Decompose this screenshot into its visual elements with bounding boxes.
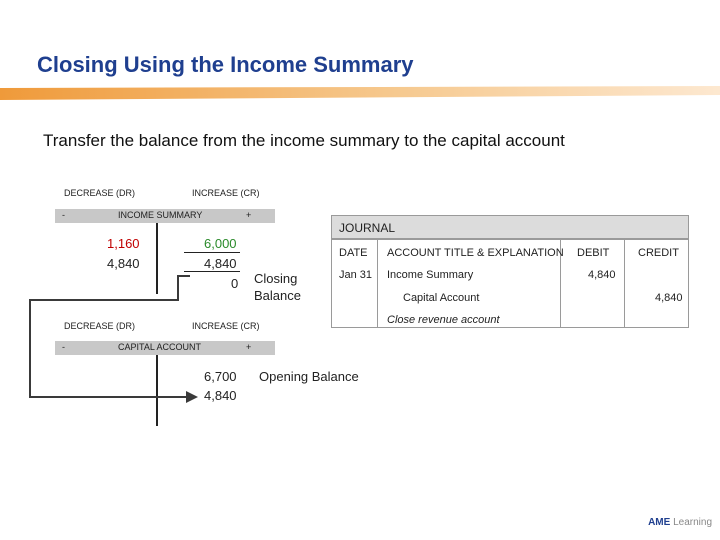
income-summary-balance: 0 (231, 276, 239, 291)
page-title: Closing Using the Income Summary (37, 52, 414, 77)
income-summary-debit-2: 4,840 (107, 256, 140, 271)
closing-balance-note-line2: Balance (254, 288, 301, 303)
journal-entry-date: Jan 31 (339, 269, 373, 281)
journal-debit-account: Income Summary (387, 269, 474, 281)
journal-title: JOURNAL (339, 221, 396, 235)
capital-plus: + (246, 342, 252, 352)
income-summary-credit-1: 6,000 (204, 236, 237, 251)
capital-credit-1: 6,700 (204, 369, 237, 384)
journal-header-account: ACCOUNT TITLE & EXPLANATION (387, 247, 564, 259)
journal-header-date: DATE (339, 247, 368, 259)
journal-col-divider (624, 240, 625, 327)
capital-name: CAPITAL ACCOUNT (118, 342, 202, 352)
capital-minus: - (62, 342, 65, 352)
income-summary-credit-2: 4,840 (204, 256, 237, 271)
capital-increase-label: INCREASE (CR) (192, 321, 260, 331)
income-summary-increase-label: INCREASE (CR) (192, 188, 260, 198)
journal-header-credit: CREDIT (638, 247, 679, 259)
income-summary-decrease-label: DECREASE (DR) (64, 188, 136, 198)
journal-col-divider (377, 240, 378, 327)
capital-credit-2: 4,840 (204, 388, 237, 403)
closing-balance-note-line1: Closing (254, 271, 298, 286)
income-summary-name: INCOME SUMMARY (118, 210, 203, 220)
ame-learning-logo (648, 517, 712, 528)
capital-decrease-label: DECREASE (DR) (64, 321, 136, 331)
income-summary-plus: + (246, 210, 252, 220)
journal-credit-account: Capital Account (403, 292, 480, 304)
journal-explanation: Close revenue account (387, 314, 500, 326)
logo-text: Learning (673, 517, 712, 528)
income-summary-debit-1: 1,160 (107, 236, 140, 251)
journal-debit-amount: 4,840 (588, 269, 616, 281)
arrow-head-icon (186, 391, 198, 403)
opening-balance-note: Opening Balance (259, 369, 359, 384)
journal-header-debit: DEBIT (577, 247, 610, 259)
journal-credit-amount: 4,840 (655, 292, 683, 304)
page-subtitle: Transfer the balance from the income summary to the capital account (43, 131, 565, 150)
income-summary-minus: - (62, 210, 65, 220)
logo-brand: AME (648, 517, 671, 528)
